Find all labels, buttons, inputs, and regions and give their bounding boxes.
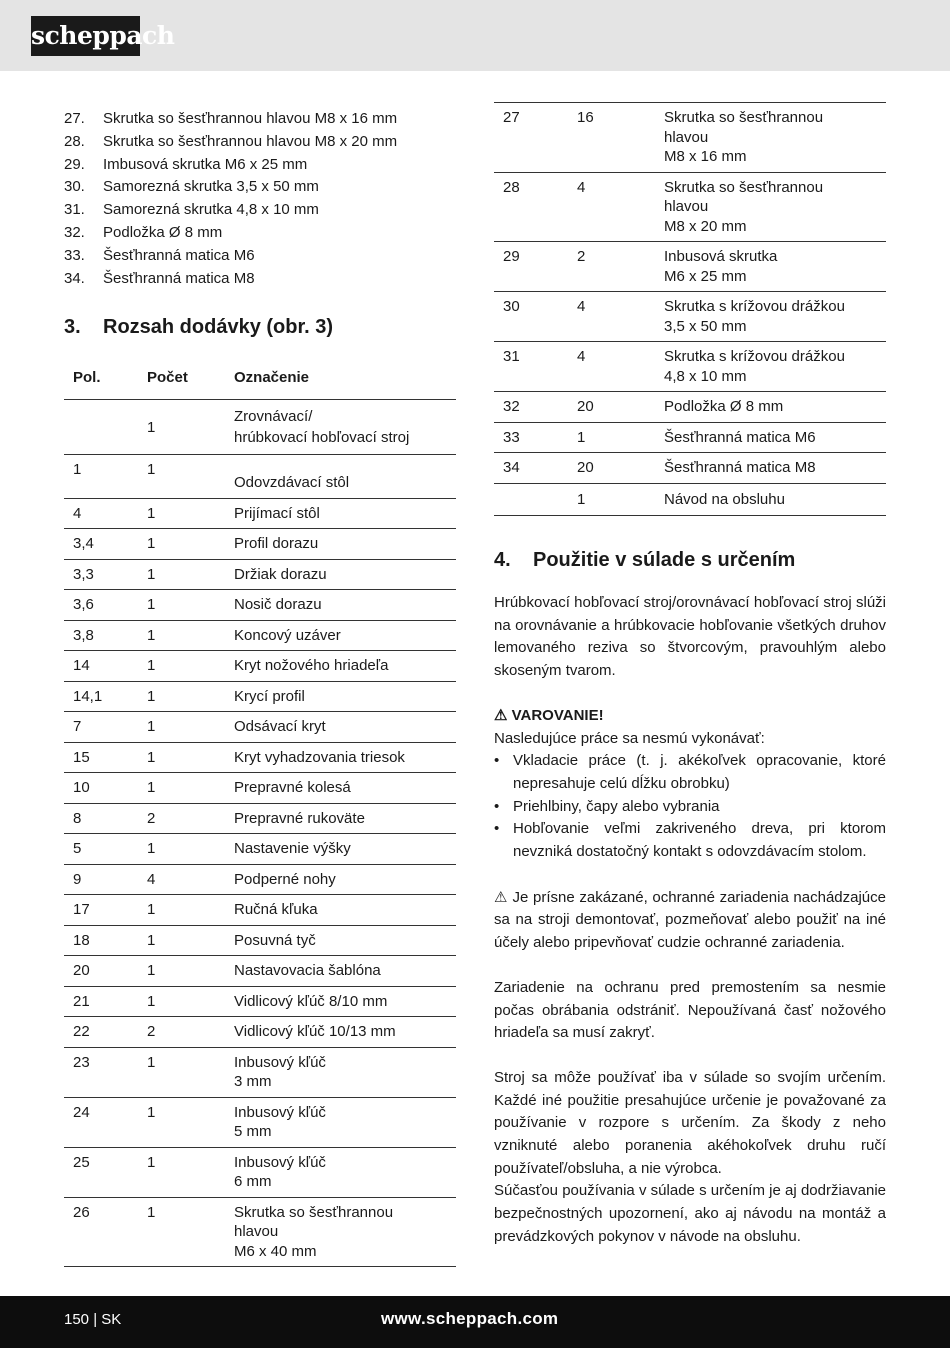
cell-name: Šesťhranná matica M8 [664,459,816,476]
cell-qty: 1 [147,504,156,522]
cell-qty: 1 [147,535,156,553]
cell-pos: 26 [73,1203,90,1221]
table-row [494,422,886,453]
table-row [64,1017,456,1048]
table-row [494,392,886,423]
table-row [494,483,886,516]
cell-pos: 14,1 [73,687,103,705]
warning-bullet [494,796,886,819]
cell-qty: 1 [147,461,156,479]
list-item-number: 27. [64,110,85,127]
right-column [494,102,886,1249]
cell-qty: 1 [147,565,156,583]
cell-name: Posuvná tyč [234,931,316,949]
bullet-text: Priehlbiny, čapy alebo vybrania [513,797,720,815]
cell-name: Ručná kľuka [234,901,318,919]
cell-pos: 20 [73,962,90,980]
cell-qty: 20 [577,459,594,476]
cell-name: Inbusový kľúč 3 mm [234,1053,326,1091]
table-row [64,455,456,499]
cell-qty: 1 [147,901,156,919]
cell-pos: 10 [73,779,90,797]
table-row [64,986,456,1017]
cell-qty: 1 [147,657,156,675]
cell-qty: 1 [147,962,156,980]
cell-name: Profil dorazu [234,535,319,553]
cell-pos [494,483,577,516]
list-item-text: Šesťhranná matica M6 [103,246,255,264]
cell-pos: 3,4 [73,535,94,553]
cell-name: Inbusový kľúč 5 mm [234,1103,326,1141]
cell-name: Skrutka so šesťhrannou hlavou M6 x 40 mm [234,1203,394,1260]
cell-qty: 1 [147,596,156,614]
cell-qty: 4 [577,178,586,196]
cell-pos: 33 [503,428,520,446]
parts-list [64,108,456,290]
table-row [64,925,456,956]
warning-bullet [494,750,886,795]
cell-name: Podložka Ø 8 mm [664,398,784,415]
cell-pos: 29 [503,248,520,265]
cell-name: Vidlicový kľúč 10/13 mm [234,1023,396,1041]
cell-name: Držiak dorazu [234,565,327,583]
use-only-text: Stroj sa môže používať iba v súlade so svojím určením. Každé iné použitie presahujúce určenie je považované za používanie v rozpore s určením. Za škody z neho vzniknuté alebo poranenia akéhokoľvek druhu ručí používateľ/obsluha, a nie výrobca. [494,1068,886,1177]
cell-qty: 1 [147,1203,156,1221]
cell-qty: 1 [147,748,156,766]
list-item-number: 29. [64,155,85,173]
cell-pos: 21 [73,992,90,1010]
cell-qty: 1 [147,687,156,705]
bridge-guard-text: Zariadenie na ochranu pred premostením sa nesmie počas obrábania odstrániť. Nepoužívaná časť nožového hriadeľa sa musí zakryť. [494,978,886,1042]
cell-pos: 3,6 [73,596,94,614]
list-item-text: Skrutka so šesťhrannou hlavou M8 x 20 mm [103,132,398,150]
cell-name: Vidlicový kľúč 8/10 mm [234,992,388,1010]
cell-qty: 2 [577,248,586,265]
cell-name: Kryt vyhadzovania triesok [234,748,405,766]
list-item-number: 33. [64,246,85,264]
table-row [64,773,456,804]
cell-name: Skrutka s krížovou drážkou 3,5 x 50 mm [664,298,845,335]
cell-name: Kryt nožového hriadeľa [234,657,389,675]
bullet-dot: • [494,752,500,770]
table-row [494,453,886,484]
cell-name: Šesťhranná matica M6 [664,428,816,446]
section-4-heading: 4. Použitie v súlade s určením [494,549,796,571]
table-row [494,242,886,292]
section-3-heading: 3. Rozsah dodávky (obr. 3) [64,316,334,339]
list-item [64,199,456,222]
cell-qty: 16 [577,109,594,126]
cell-qty: 4 [577,348,586,365]
website-link[interactable]: www.scheppach.com [381,1309,559,1328]
cell-name: Inbusová skrutka M6 x 25 mm [664,248,778,285]
cell-pos: 31 [503,348,520,365]
delivery-table [64,356,456,1267]
cell-name: Prepravné rukoväte [234,809,365,827]
header-bar [0,0,950,71]
table-row [64,1047,456,1097]
cell-pos: 28 [503,178,520,196]
cell-pos: 27 [503,109,520,126]
list-item-number: 32. [64,223,85,241]
warning-title: ⚠ VAROVANIE! [494,706,604,724]
cell-qty: 1 [147,1053,156,1071]
cell-pos: 30 [503,298,520,315]
header-qty: Počet [147,369,188,387]
table-row [494,172,886,242]
cell-name: Zrovnávací/ hrúbkovací hobľovací stroj [234,408,410,447]
cell-name: Skrutka so šesťhrannou hlavou M8 x 20 mm [664,178,824,235]
list-item [64,268,456,291]
bullet-dot: • [494,820,500,838]
list-item-text: Samorezná skrutka 4,8 x 10 mm [103,201,319,219]
table-row [64,742,456,773]
table-row [64,895,456,926]
cell-qty: 2 [147,809,156,827]
cell-name: Prepravné kolesá [234,779,351,797]
table-row [494,103,886,173]
bullet-dot: • [494,797,500,815]
cell-pos: 1 [73,461,82,479]
table-row [64,590,456,621]
header-name: Označenie [234,369,310,387]
warning-bullets [494,750,886,864]
cell-name: Skrutka so šesťhrannou hlavou M8 x 16 mm [664,109,824,165]
cell-qty: 1 [577,428,586,446]
cell-name: Odsávací kryt [234,718,326,736]
cell-pos: 34 [503,459,520,476]
cell-name: Skrutka s krížovou drážkou 4,8 x 10 mm [664,348,845,385]
delivery-table-continued [494,102,886,516]
cell-pos: 17 [73,901,90,919]
table-row [64,956,456,987]
cell-qty: 1 [147,626,156,644]
list-item [64,176,456,199]
left-column [64,108,456,1267]
cell-name: Koncový uzáver [234,626,341,644]
compliance-text: Súčasťou používania v súlade s určením je aj dodržiavanie bezpečnostných upozornení, ako aj návodu na montáž a prevádzkových pokynov v návode na obsluhu. [494,1182,886,1245]
cell-pos: 3,8 [73,626,94,644]
cell-pos: 3,3 [73,565,94,583]
list-item [64,131,456,154]
list-item-text: Skrutka so šesťhrannou hlavou M8 x 16 mm [103,110,398,127]
cell-pos: 22 [73,1023,90,1041]
page-number: 150 | SK [64,1311,122,1328]
table-row [64,712,456,743]
table-row [494,292,886,342]
table-row [64,498,456,529]
cell-pos: 32 [503,398,520,415]
cell-name: Nastavovacia šablóna [234,962,381,980]
cell-qty: 1 [147,931,156,949]
footer-bar [0,1296,950,1348]
table-row [494,342,886,392]
cell-name: Inbusový kľúč 6 mm [234,1153,326,1191]
cell-name: Prijímací stôl [234,504,320,522]
cell-qty: 1 [147,779,156,797]
cell-name: Krycí profil [234,687,305,705]
cell-name: Nastavenie výšky [234,840,351,858]
table-row [64,681,456,712]
cell-pos: 14 [73,657,90,675]
cell-name: Odovzdávací stôl [234,474,350,492]
cell-pos: 15 [73,748,90,766]
cell-qty: 4 [147,870,156,888]
cell-qty: 1 [147,1153,156,1171]
cell-pos: 7 [73,718,82,736]
table-row [64,834,456,865]
cell-pos: 18 [73,931,90,949]
cell-qty: 1 [147,1103,156,1121]
table-row [64,1097,456,1147]
scheppach-logo: scheppach [31,16,140,56]
bullet-text: Hobľovanie veľmi zakriveného dreva, pri ktorom nevzniká dostatočný kontakt s odovzdávacím stolom. [513,820,886,861]
header-pos: Pol. [73,369,101,387]
cell-pos: 4 [73,504,82,522]
intended-use-text: Hrúbkovací hobľovací stroj/orovnávací hobľovací stroj slúži na orovnávanie a hrúbkovacie hobľovanie všetkých druhov lemovaného reziva so štvorcovým, pravouhlým alebo skoseným tvarom. [494,594,886,680]
prohibition-text: ⚠ Je prísne zakázané, ochranné zariadenia nachádzajúce sa na stroji demontovať, pozmeňovať alebo použiť na iné účely alebo pripevňovať cudzie ochranné zariadenia. [494,888,886,952]
list-item-text: Samorezná skrutka 3,5 x 50 mm [103,178,319,196]
cell-qty: 1 [147,840,156,858]
table-row [64,651,456,682]
list-item [64,108,456,131]
cell-qty: 2 [147,1023,156,1041]
table-row [64,803,456,834]
list-item-number: 30. [64,178,85,196]
cell-qty: 1 [147,992,156,1010]
cell-pos: 24 [73,1103,90,1121]
list-item-text: Šesťhranná matica M8 [103,269,255,287]
cell-pos [64,400,147,455]
list-item [64,154,456,177]
bullet-text: Vkladacie práce (t. j. akékoľvek opracovanie, ktoré nepresahuje celú dĺžku obrobku) [513,752,886,792]
cell-qty: 1 [577,490,586,508]
table-row [64,1197,456,1267]
table-row [64,1147,456,1197]
cell-pos: 8 [73,809,82,827]
warning-block [494,705,886,864]
cell-pos: 9 [73,870,82,888]
table-row [64,400,456,455]
warning-bullet [494,818,886,863]
cell-qty: 4 [577,298,586,315]
cell-pos: 5 [73,840,82,858]
cell-name: Návod na obsluhu [664,490,785,508]
warning-intro: Nasledujúce práce sa nesmú vykonávať: [494,729,765,747]
cell-qty: 1 [147,718,156,736]
table-row [64,620,456,651]
list-item-number: 31. [64,201,85,219]
cell-name: Nosič dorazu [234,596,322,614]
list-item-text: Imbusová skrutka M6 x 25 mm [103,155,308,173]
table-row [64,864,456,895]
cell-pos: 23 [73,1053,90,1071]
list-item-number: 28. [64,132,85,150]
cell-qty: 1 [147,418,156,436]
cell-pos: 25 [73,1153,90,1171]
cell-qty: 20 [577,398,594,415]
list-item-text: Podložka Ø 8 mm [103,223,223,241]
table-row [64,559,456,590]
cell-name: Podperné nohy [234,870,336,888]
list-item [64,222,456,245]
table-row [64,529,456,560]
list-item-number: 34. [64,269,85,287]
list-item [64,245,456,268]
